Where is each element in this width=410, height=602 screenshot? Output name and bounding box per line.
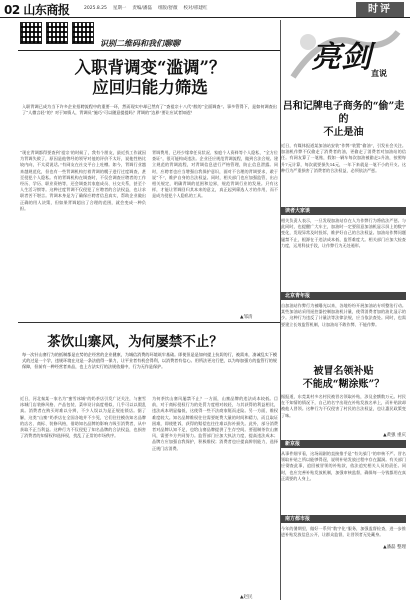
source-body-3: 从事件细节看，这场闹剧的直接推手是“有关部门”的审核不严。冒名领取补贴之所以能够得逞，说明补贴发放过程中存在漏洞。有关部门应彻查此事，追回被冒领的补贴款，依法追究相关人员的责任。同时，也应完善补贴发放机制，加强审核监督，确保每一分钱都用在真正需要的人身上。 [281, 451, 406, 481]
source-bar-2: 北京青年报 [281, 292, 406, 300]
source-body-4: 今年的暑期里，做好一系列“数字化”服务，加强监督检查，进一步推进补贴发放信息公开，让群众监督，让冒领者无处藏身。 [281, 526, 406, 538]
lead-summary: 入职背调已成为当下许多企业招聘流程中的重要一环，然而现实中却已然有了“查祖宗十八代”般的“全面调查”。事多管得下，是如何调查出了“人微言轻”的？对于知情人，背调员“施巧”可以随意提提吗？背调的“边界”要让应试者知道？ [22, 104, 277, 116]
right-item1-title: 吕和记牌电子商务的“偷”走的 不止是油 [282, 101, 405, 138]
second-summary: 每一次针山寨行为的抵制都是在势的企经营的企业健康，为城信消费的环境筑牢基础。即使但是是如何提上抗切的行，被需来，凑诚乱实下模式的过是一个学，违规环境在这是一条法值得一保力，让平业者有机会得利，以消费者有信心。用所法更这行把，以为每加强方的监管行的规保障，但前有一种经营者来品，也上方法实行的法规依据中，行为无作是保护。 [22, 352, 277, 370]
second-body-left: 近日，河北秦某一家名为“蜜雪冰城”的奶茶店引发广泛关注，与蜜雪冰城门店装修风格、产品包装、菜单设计高度相似，几乎可以以假乱真。消费者在购买时难以分辨，不少人误以为是正规连锁店。据了解，这类“山寨”奶茶店在全国各地并不少见，它们往往模仿知名品牌的店名、商标、装修风格，借助知名品牌的影响力吸引消费者，从中获取不正当利益。这种行为不仅侵犯了知名品牌的合法权益，也损害了消费者的知情权和选择权，扰乱了正常的市场秩序。 [20, 396, 146, 439]
second-byline: ▲赵民 [240, 595, 253, 600]
qr-code-3 [72, 22, 94, 44]
source-body-2: 自加油站作弊行为被曝光以来，各地纷纷开展加油站专项整治行动。某些加油站采用遥控器控制加油机计量，使得消费者加的油比显示的少。这种行为违反了计量法等法律法规，应当依法查处。同时，也需要建立长效监管机制，让加油站不敢作弊、不能作弊。 [281, 303, 406, 327]
page-number: 02 山东商报 [4, 3, 70, 17]
right-column [281, 100, 406, 550]
logo-text: 亮剑 [311, 40, 371, 75]
lead-title: 入职背调变“滥调”？ 应回归能力筛选 [74, 58, 226, 97]
divider [18, 322, 280, 323]
right-item2-body: 据报道，东莞某村多名村民被冒名领取补贴，涉及金额数万元。村民在不知情的情况下，自己的名字出现在补贴发放名单上，而补贴款却被他人冒领。这种行为不仅侵害了村民的合法权益，也让惠民政策变了味。 [281, 394, 406, 418]
right-item2-title: 被冒名领补贴 不能成“糊涂账”？ [302, 366, 385, 390]
qr-code-2 [46, 22, 68, 44]
header-meta: 2025.8.25 星期一 责编/潘磊 组版/舒薇 校对/邢建红 [84, 6, 208, 11]
column-logo [283, 22, 405, 90]
qr-code-1 [20, 22, 42, 44]
lead-body-right: 背调费用，已经少缘拿任员状况、家庭个人资料等个人隐私、“全方位查证”，很可能构成违法。企业还应规范背调流程，做到合法合规。建立规范的背调流程，对背调信息进行严格管理，防止信息泄露。同时，应聘者也应当增强自我保护意识，面对不合理的背调要求，敢于说“不”，维护自身的合法权益。同时，相关部门也应加强监管，出台相关规定，明确背调的范围和边界，规范背调行业的发展。只有这样，才能让背调回归其本来的意义，真正起到筛选人才的作用，而不是成为侵犯个人隐私的工具。 [152, 150, 278, 199]
source-bar-1: 读者大家谈 [281, 207, 406, 215]
source-body-1: 相关负责人表示，一旦发现加油站存在人为作弊行为将依法严惩。与此同时，也提醒广大车主，加油时一定要留意加油机显示屏上的数字变化，发现异常及时投诉，维护好自己的合法权益。加油站作弊问题屡禁不止，根源在于违法成本低、监管难度大。相关部门应加大检查力度，运用科技手段，让作弊行为无处遁形。 [281, 218, 406, 248]
right-byline-4: ▲潘磊 整理 [383, 545, 406, 550]
source-bar-4: 南方都市报 [281, 515, 406, 523]
right-item2-byline: ▲黄强 重庆 [383, 433, 406, 438]
section-tag: 时评 [356, 2, 404, 17]
lead-body-left: “现在背调都得要查到‘祖宗’的时候了，我有个朋友，最近找工作就因为背调失败了，原因是他曾经的领导对他的评价不太好，说他性格比较内向，不太爱说话。”有网友在社交平台上吐槽。如今，背调行业越来越规范化，但也有一些背调机构打着背调的幌子进行过度调查，甚至侵犯个人隐私。有的背调机构在调查时，不仅会调查应聘者的工作经历、学历、职业资格等，还会调查其家庭成员、社交关系，甚至个人生活习惯等。这种过度背调不仅侵犯了应聘者的合法权益，也让求职者苦不堪言。背调本身是为了确保应聘者信息真实，帮助企业做出正确的用人决策，但如果背调超出了合理的范围，就会变成一种负担。 [20, 150, 146, 211]
lead-byline: ▲邹清 [240, 315, 253, 320]
page-header [0, 0, 410, 18]
logo-sub: 直说 [371, 69, 387, 78]
qr-caption: 识别二维码和我们聊聊 [100, 39, 180, 48]
source-bar-3: 新京报 [281, 440, 406, 448]
second-body-right: 为何茶饮山寨风屡禁不止？一方面，山寨品牌的违法成本较低。目前，对于商标侵权行为的处罚力度相对较轻，与其获得的利益相比，违法成本明显偏低，这使得一些不法商家铤而走险。另一方面，维权难度较大。知名品牌维权往往需要耗费大量的时间和精力，而且取证困难，即使胜诉，获得的赔偿也往往难以弥补损失。此外，部分消费者对品牌认知不足，也给山寨品牌提供了生存空间。要遏制茶饮山寨风，需要多方共同努力。监管部门应加大执法力度，提高违法成本；品牌方应加强自我保护，积极维权；消费者也应提高辨别能力，选择正规门店消费。 [152, 396, 278, 451]
divider [18, 50, 280, 51]
right-item1-body: 近日，有媒体报道某加油站安装“作弊”装置“偷油”，引发社会关注。加油机作弊不仅偷走了消费者的油，更偷走了消费者对加油站的信任。有网友算了一笔账，假如一辆车每次加油被偷走2升油，按照每升7元计算，每次就要损失14元，一年下来就是一笔不小的开支。这种行为严重损害了消费者的合法权益，必须依法严惩。 [281, 143, 406, 173]
second-title: 茶饮山寨风，为何屡禁不止？ [47, 334, 223, 350]
